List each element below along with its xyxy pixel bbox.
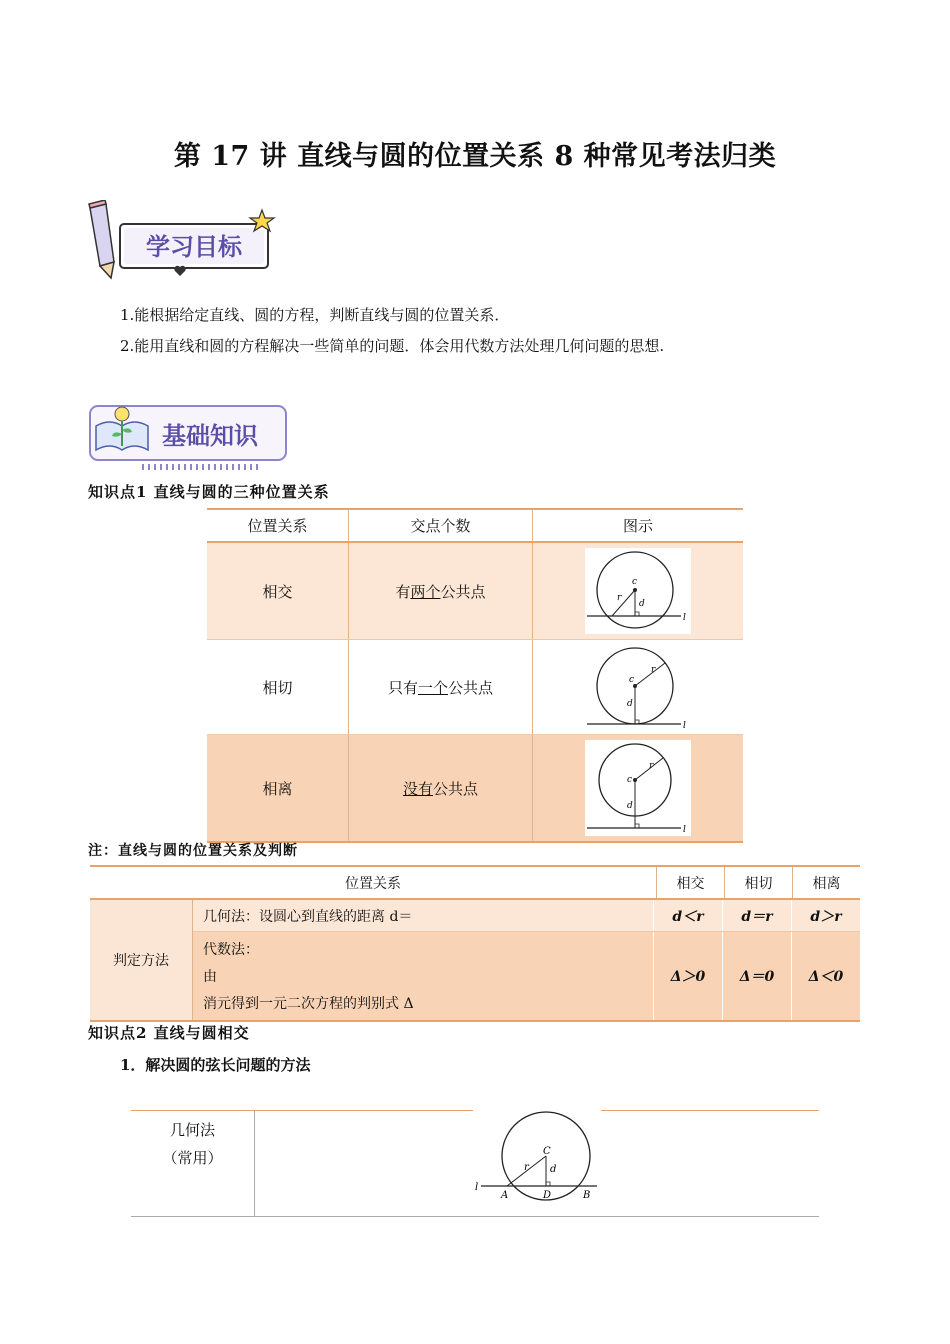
pencil-icon (89, 200, 114, 278)
note-text: 注：直线与圆的位置关系及判断 (88, 843, 298, 859)
label-D: D (543, 1190, 552, 1201)
geo-value-tangent: d＝r (722, 900, 791, 931)
heart-icon (174, 266, 185, 276)
svg-text:l: l (683, 825, 686, 835)
knowledge-point-2-title: 知识点2 直线与圆相交 (88, 1024, 250, 1042)
geo-value-intersect: d＜r (653, 900, 722, 931)
page-title: 第 17 讲 直线与圆的位置关系 8 种常见考法归类 (173, 141, 777, 172)
learning-goals-badge (84, 200, 284, 290)
chord-method-table (131, 1108, 819, 1218)
svg-text:r: r (651, 665, 656, 675)
judgement-header-row (90, 865, 860, 900)
geometric-method-row (193, 900, 860, 932)
label-r: r (524, 1162, 529, 1173)
svg-text:l: l (683, 721, 686, 730)
goal-2: 2.能用直线和圆的方程解决一些简单的问题．体会用代数方法处理几何问题的思想. (120, 337, 665, 355)
svg-text:r: r (649, 761, 654, 771)
chord-diagram (471, 1110, 601, 1205)
label-l: l (683, 613, 686, 623)
label-C: C (543, 1146, 551, 1157)
header-relation: 位置关系 (247, 517, 308, 535)
intersect-diagram (585, 548, 691, 634)
alg-value-intersect: Δ＞0 (653, 932, 722, 1020)
figure-cell (532, 640, 743, 734)
relation-cell: 相切 (262, 678, 293, 697)
label-d: d (639, 599, 645, 609)
subsection-title: 1．解决圆的弦长问题的方法 (120, 1056, 311, 1074)
geo-value-separate: d＞r (791, 900, 860, 931)
knowledge-point-1-title: 知识点1 直线与圆的三种位置关系 (88, 483, 330, 501)
header-count: 交点个数 (348, 510, 532, 541)
svg-text:c: c (629, 675, 635, 685)
table-header-row (207, 508, 743, 543)
table-row-separate (207, 735, 743, 843)
figure-cell (532, 543, 743, 639)
judgement-body (90, 900, 860, 1022)
alg-value-tangent: Δ＝0 (722, 932, 791, 1020)
geometric-desc: 几何法：设圆心到直线的距离 d＝ (203, 908, 413, 925)
separate-diagram (585, 740, 691, 836)
header-figure: 图示 (532, 510, 743, 541)
table-row-tangent (207, 640, 743, 735)
label-A: A (501, 1190, 509, 1201)
tangent-diagram (585, 644, 691, 730)
label-l: l (475, 1182, 479, 1193)
relation-cell: 相交 (262, 582, 293, 601)
label-d: d (550, 1164, 557, 1175)
figure-cell (532, 735, 743, 841)
geometric-method-label: 几何法 （常用） (162, 1121, 223, 1167)
alg-value-separate: Δ＜0 (791, 932, 860, 1020)
count-cell: 没有 公共点 (348, 735, 532, 841)
svg-text:c: c (627, 775, 633, 785)
label-B: B (583, 1190, 591, 1201)
algebraic-method-row (193, 932, 860, 1020)
count-cell: 只有 一个 公共点 (348, 640, 532, 734)
header-position: 位置关系 (345, 875, 401, 892)
badge-goals-text: 学习目标 (146, 234, 242, 261)
relation-cell: 相离 (262, 779, 293, 798)
judgement-table (90, 865, 860, 1022)
header-separate: 相离 (792, 867, 860, 898)
goal-1: 1.能根据给定直线、圆的方程，判断直线与圆的位置关系． (120, 306, 510, 324)
basics-badge (86, 400, 296, 472)
method-label: 判定方法 (90, 900, 193, 1020)
header-tangent: 相切 (724, 867, 792, 898)
svg-text:d: d (627, 801, 633, 811)
count-cell: 有 两个 公共点 (348, 543, 532, 639)
badge-basics-text: 基础知识 (162, 423, 258, 450)
algebraic-desc: 代数法： 由 消元得到一元二次方程的判别式 Δ (203, 942, 414, 1012)
table-row-intersect (207, 543, 743, 640)
svg-text:d: d (627, 699, 633, 709)
header-intersect: 相交 (656, 867, 724, 898)
label-r: r (617, 593, 622, 603)
label-c: c (632, 577, 638, 587)
position-relation-table (207, 508, 743, 843)
